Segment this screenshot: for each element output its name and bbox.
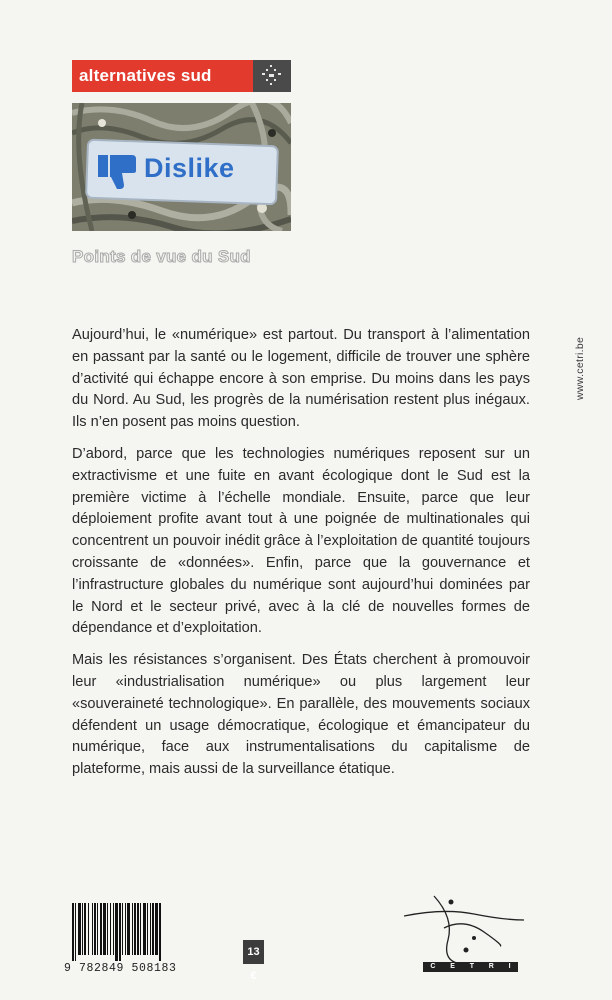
barcode-bar — [134, 903, 136, 955]
series-title: alternatives sud — [72, 60, 253, 92]
series-logo-icon — [253, 60, 291, 92]
barcode-bar — [92, 903, 93, 955]
barcode-bar — [113, 903, 114, 955]
barcode-bar — [132, 903, 133, 955]
series-banner — [72, 60, 291, 92]
barcode-bar — [84, 903, 86, 955]
publisher-letter: C — [430, 963, 436, 970]
barcode-bar — [97, 903, 98, 955]
publisher-letter: I — [508, 963, 511, 970]
cover-photo — [72, 103, 291, 231]
publisher-letter: E — [450, 963, 455, 970]
barcode-bar — [125, 903, 126, 955]
barcode-bar — [100, 903, 102, 955]
barcode-bar — [75, 903, 76, 961]
barcode-bar — [94, 903, 96, 955]
barcode-bar — [147, 903, 148, 955]
barcode-bar — [143, 903, 146, 955]
publisher-letter: T — [469, 963, 474, 970]
barcode-bar — [150, 903, 151, 955]
barcode-bar — [78, 903, 81, 955]
paragraph: Aujourd’hui, le «numérique» est partout. Du transport à l’alimentation en passant par la santé ou le logement, difficile de trouver une sphère d’activité qui échappe encore à son emprise. Du moins dans les pays du Nord. Au Sud, les progrès de la numérisation restent plus inégaux. Ils n’en posent pas moins question. — [72, 327, 530, 431]
barcode-bar — [88, 903, 89, 955]
publisher-letter: R — [488, 963, 494, 970]
dislike-sign-text: Dislike — [144, 153, 235, 183]
barcode-digits: 9 782849 508183 — [64, 962, 177, 975]
barcode-bar — [115, 903, 118, 961]
publisher-name-bar — [423, 962, 518, 972]
barcode-bar — [152, 903, 154, 955]
barcode-bar — [140, 903, 141, 955]
barcode-bar — [137, 903, 139, 955]
barcode-bar — [155, 903, 158, 955]
side-url: www.cetri.be — [574, 336, 586, 400]
publisher-logo-icon — [404, 888, 524, 966]
barcode-bar — [72, 903, 74, 961]
barcode-bar — [103, 903, 106, 955]
barcode-bar — [122, 903, 123, 955]
back-cover-text — [72, 325, 530, 791]
barcode-bar — [159, 903, 161, 961]
barcode-bar — [107, 903, 108, 955]
paragraph: D’abord, parce que les technologies numériques reposent sur un extractivisme et une fuite en avant écologique dont le Sud est la première victime à l’échelle mondiale. Ensuite, parce que leur déploiement profite avant tout à une poignée de multinationales qui concentrent un pouvoir inédit grâce à l’exploitation de quantité toujours croissante de «données». Enfin, parce que la gouvernance et l’infrastructure globales du numérique sont aujourd’hui dominées par le Nord et le secteur privé, avec à la clé de nouvelles formes de dépendance et d’exploitation. — [72, 445, 530, 637]
barcode-bar — [82, 903, 83, 955]
paragraph: Mais les résistances s’organisent. Des États cherchent à promouvoir leur «industrialisation numérique» ou plus largement leur «souveraineté technologique». En parallèle, des mouvements sociaux défendent un usage démocratique, écologique et émancipateur du numérique, face aux instrumentalisations du capitalisme de plateforme, mais aussi de la surveillance étatique. — [72, 652, 530, 778]
price-tag: 13 € — [243, 940, 264, 964]
barcode-bar — [119, 903, 121, 961]
barcode-bar — [110, 903, 111, 955]
subtitle: Points de vue du Sud — [72, 247, 251, 266]
barcode-bar — [127, 903, 130, 955]
